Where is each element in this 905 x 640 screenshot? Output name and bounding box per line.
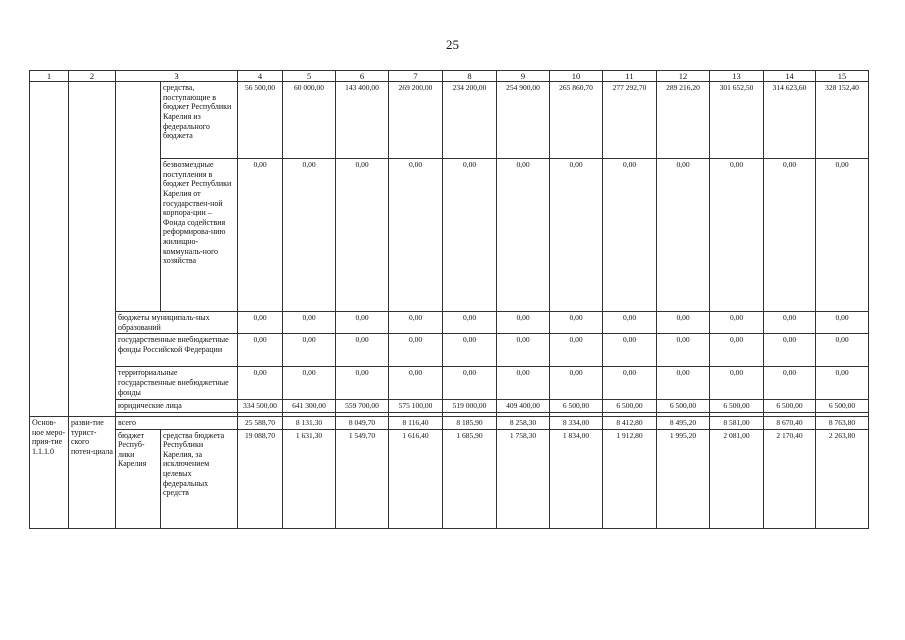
value-cell: 0,00	[816, 312, 869, 334]
value-cell: 0,00	[816, 334, 869, 367]
table-row-legal-entities	[30, 400, 869, 413]
header-cell: 15	[816, 71, 869, 82]
value-cell: 60 000,00	[283, 82, 336, 159]
value-cell: 0,00	[603, 334, 657, 367]
header-row	[30, 71, 869, 82]
row-label: всего	[116, 416, 238, 429]
value-cell: 0,00	[389, 367, 443, 400]
value-cell: 0,00	[238, 159, 283, 312]
value-cell: 6 500,00	[816, 400, 869, 413]
value-cell: 559 700,00	[336, 400, 389, 413]
value-cell: 25 588,70	[238, 416, 283, 429]
value-cell: 0,00	[816, 367, 869, 400]
row-label: государственные внебюджетные фонды Российской Федерации	[116, 334, 238, 367]
value-cell: 1 685,90	[443, 429, 497, 528]
value-cell: 6 500,00	[550, 400, 603, 413]
value-cell: 6 500,00	[710, 400, 764, 413]
header-cell: 7	[389, 71, 443, 82]
empty-cell	[30, 82, 69, 417]
value-cell: 1 912,80	[603, 429, 657, 528]
value-cell: 0,00	[443, 312, 497, 334]
value-cell: 0,00	[710, 367, 764, 400]
value-cell: 8 763,80	[816, 416, 869, 429]
value-cell: 0,00	[283, 159, 336, 312]
value-cell: 277 292,70	[603, 82, 657, 159]
table-row-territorial-funds	[30, 367, 869, 400]
value-cell: 8 334,00	[550, 416, 603, 429]
value-cell: 0,00	[603, 159, 657, 312]
value-cell: 0,00	[336, 159, 389, 312]
header-cell: 12	[657, 71, 710, 82]
value-cell: 0,00	[710, 312, 764, 334]
value-cell: 143 400,00	[336, 82, 389, 159]
budget-rk-label: бюджет Респуб-лики Карелия	[116, 429, 161, 528]
header-cell: 11	[603, 71, 657, 82]
value-cell: 334 500,00	[238, 400, 283, 413]
value-cell: 8 131,30	[283, 416, 336, 429]
value-cell: 8 185,90	[443, 416, 497, 429]
value-cell: 0,00	[389, 334, 443, 367]
header-cell: 3	[116, 71, 238, 82]
row-label: средства, поступающие в бюджет Республики Карелия из федерального бюджета	[161, 82, 238, 159]
value-cell: 328 152,40	[816, 82, 869, 159]
value-cell: 0,00	[238, 334, 283, 367]
header-cell: 9	[497, 71, 550, 82]
value-cell: 8 581,00	[710, 416, 764, 429]
header-cell: 8	[443, 71, 497, 82]
value-cell: 1 631,30	[283, 429, 336, 528]
header-cell: 5	[283, 71, 336, 82]
value-cell: 6 500,00	[657, 400, 710, 413]
value-cell: 0,00	[443, 159, 497, 312]
value-cell: 8 670,40	[764, 416, 816, 429]
value-cell: 1 616,40	[389, 429, 443, 528]
value-cell: 0,00	[657, 159, 710, 312]
header-cell: 13	[710, 71, 764, 82]
value-cell: 519 000,00	[443, 400, 497, 413]
value-cell: 0,00	[816, 159, 869, 312]
value-cell: 254 900,00	[497, 82, 550, 159]
value-cell: 0,00	[497, 159, 550, 312]
row-label: безвозмездные поступления в бюджет Республики Карелия от государствен-ной корпора-ции – Фонда содействия реформирова-нию жилищно-коммуналь-ного хозяйства	[161, 159, 238, 312]
value-cell: 2 081,00	[710, 429, 764, 528]
value-cell: 0,00	[550, 312, 603, 334]
value-cell: 0,00	[764, 159, 816, 312]
value-cell: 2 263,80	[816, 429, 869, 528]
value-cell: 0,00	[497, 312, 550, 334]
header-cell: 4	[238, 71, 283, 82]
value-cell: 1 549,70	[336, 429, 389, 528]
value-cell: 6 500,00	[764, 400, 816, 413]
value-cell: 1 995,20	[657, 429, 710, 528]
value-cell: 0,00	[497, 334, 550, 367]
value-cell: 0,00	[283, 367, 336, 400]
value-cell: 269 200,00	[389, 82, 443, 159]
value-cell: 0,00	[603, 367, 657, 400]
value-cell: 0,00	[550, 334, 603, 367]
value-cell: 289 216,20	[657, 82, 710, 159]
value-cell: 8 258,30	[497, 416, 550, 429]
value-cell: 0,00	[336, 367, 389, 400]
table-row-total	[30, 416, 869, 429]
value-cell: 0,00	[550, 159, 603, 312]
value-cell: 0,00	[336, 312, 389, 334]
value-cell: 0,00	[389, 312, 443, 334]
event-type-cell: Основ-ное меро-прия-тие 1.1.1.0	[30, 416, 69, 528]
value-cell: 2 170,40	[764, 429, 816, 528]
value-cell: 301 652,50	[710, 82, 764, 159]
value-cell: 0,00	[238, 312, 283, 334]
value-cell: 0,00	[657, 334, 710, 367]
value-cell: 8 495,20	[657, 416, 710, 429]
value-cell: 575 100,00	[389, 400, 443, 413]
row-label: средства бюджета Республики Карелия, за исключением целевых федеральных средств	[161, 429, 238, 528]
header-cell: 6	[336, 71, 389, 82]
value-cell: 0,00	[657, 312, 710, 334]
table-row-budget-rk	[30, 429, 869, 528]
header-cell: 10	[550, 71, 603, 82]
value-cell: 0,00	[550, 367, 603, 400]
row-label: бюджеты муниципаль-ных образований	[116, 312, 238, 334]
header-cell: 2	[69, 71, 116, 82]
table-row-municipal	[30, 312, 869, 334]
value-cell: 0,00	[710, 334, 764, 367]
value-cell: 0,00	[710, 159, 764, 312]
value-cell: 0,00	[497, 367, 550, 400]
value-cell: 0,00	[764, 367, 816, 400]
empty-cell	[116, 82, 161, 312]
budget-table	[29, 70, 869, 529]
value-cell: 0,00	[443, 367, 497, 400]
table-row-state-funds	[30, 334, 869, 367]
value-cell: 0,00	[283, 334, 336, 367]
value-cell: 0,00	[336, 334, 389, 367]
row-label: территориальные государственные внебюджетные фонды	[116, 367, 238, 400]
event-name-cell: разви-тие турист-ского потен-циала	[69, 416, 116, 528]
value-cell: 641 300,00	[283, 400, 336, 413]
value-cell: 6 500,00	[603, 400, 657, 413]
value-cell: 8 116,40	[389, 416, 443, 429]
value-cell: 0,00	[657, 367, 710, 400]
value-cell: 234 200,00	[443, 82, 497, 159]
value-cell: 8 049,70	[336, 416, 389, 429]
row-label: юридические лица	[116, 400, 238, 413]
value-cell: 19 088,70	[238, 429, 283, 528]
value-cell: 56 500,00	[238, 82, 283, 159]
value-cell: 314 623,60	[764, 82, 816, 159]
value-cell: 0,00	[764, 334, 816, 367]
table-row-federal	[30, 82, 869, 159]
value-cell: 265 860,70	[550, 82, 603, 159]
value-cell: 0,00	[238, 367, 283, 400]
header-cell: 14	[764, 71, 816, 82]
value-cell: 1 834,00	[550, 429, 603, 528]
page-number: 25	[446, 37, 459, 52]
value-cell: 409 400,00	[497, 400, 550, 413]
value-cell: 8 412,80	[603, 416, 657, 429]
value-cell: 0,00	[283, 312, 336, 334]
value-cell: 0,00	[764, 312, 816, 334]
value-cell: 1 758,30	[497, 429, 550, 528]
value-cell: 0,00	[603, 312, 657, 334]
value-cell: 0,00	[443, 334, 497, 367]
header-cell: 1	[30, 71, 69, 82]
value-cell: 0,00	[389, 159, 443, 312]
empty-cell	[69, 82, 116, 417]
